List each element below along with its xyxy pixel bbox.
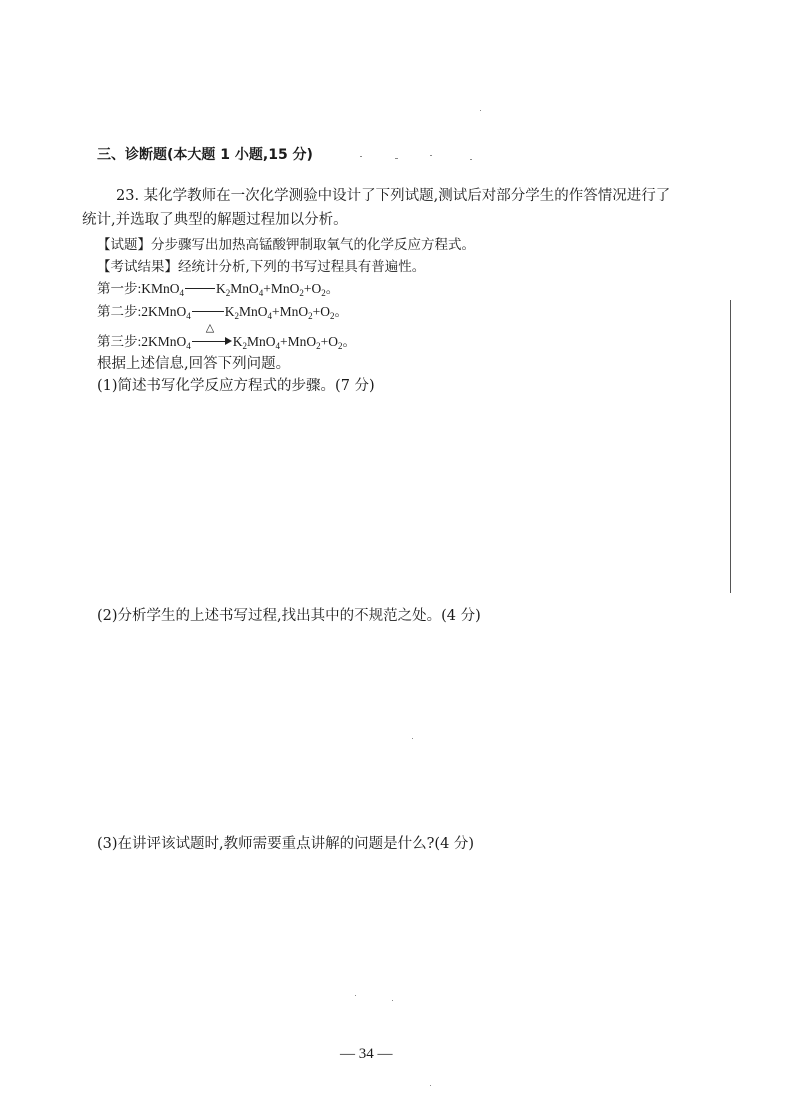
step-3-product-k-sub: 2 <box>242 341 248 351</box>
subquestion-1: (1)简述书写化学反应方程式的步骤。(7 分) <box>97 378 375 394</box>
step-2-label: 第二步: <box>97 304 142 319</box>
step-3-product-mno: MnO <box>247 334 276 349</box>
step-3-product-o-sub: 2 <box>338 341 343 351</box>
step-1-product-k: K <box>216 281 226 296</box>
step-1-product-o-sub: 2 <box>321 288 326 298</box>
step-1-product-k-sub: 2 <box>225 288 231 298</box>
scan-speck <box>412 738 413 739</box>
step-2-period: 。 <box>334 304 349 319</box>
subquestion-3: (3)在讲评该试题时,教师需要重点讲解的问题是什么?(4 分) <box>97 836 475 852</box>
scan-speck <box>430 155 432 156</box>
section-heading: 三、诊断题(本大题 1 小题,15 分) <box>97 147 313 163</box>
test-item-text: 【试题】分步骤写出加热高锰酸钾制取氧气的化学反应方程式。 <box>97 237 475 253</box>
step-1-label: 第一步: <box>97 281 142 296</box>
step-2-product-o-sub: 2 <box>330 311 335 321</box>
step-2-product-mno2-sub: 2 <box>308 311 313 321</box>
step-2-product-mno: MnO <box>239 304 268 319</box>
step-1-period: 。 <box>325 281 340 296</box>
step-2-product-k-sub: 2 <box>234 311 240 321</box>
step-2-equation <box>97 300 348 321</box>
scan-speck <box>360 156 362 157</box>
answer-prompt: 根据上述信息,回答下列问题。 <box>97 356 291 372</box>
step-1-product-mno2-sub: 2 <box>299 288 304 298</box>
step-1-product-mno: MnO <box>230 281 259 296</box>
step-3-product-o: +O <box>320 334 339 349</box>
step-3-label: 第三步: <box>97 334 142 349</box>
step-1-reactant: KMnO <box>141 281 180 296</box>
step-2-reactant: 2KMnO <box>141 304 187 319</box>
step-3-reactant-sub: 4 <box>186 341 191 351</box>
question-text-line-1: 23. 某化学教师在一次化学测验中设计了下列试题,测试后对部分学生的作答情况进行了 <box>116 188 671 204</box>
scan-speck <box>355 995 356 996</box>
step-3-period: 。 <box>342 334 357 349</box>
step-1-equation <box>97 277 339 298</box>
step-1-product-o: +O <box>303 281 322 296</box>
subquestion-2: (2)分析学生的上述书写过程,找出其中的不规范之处。(4 分) <box>97 608 481 624</box>
step-3-equation <box>97 321 357 351</box>
step-2-reactant-sub: 4 <box>186 311 191 321</box>
step-3-reactant: 2KMnO <box>141 334 187 349</box>
step-2-product-o: +O <box>312 304 331 319</box>
step-3-arrow <box>192 321 232 347</box>
step-2-dash <box>192 311 224 312</box>
scan-speck <box>430 1085 431 1086</box>
step-1-product-mno2: +MnO <box>263 281 300 296</box>
heat-condition-delta: △ <box>205 321 215 334</box>
step-2-product-mno-sub: 4 <box>267 311 273 321</box>
scan-speck <box>392 1000 393 1001</box>
step-3-product-k: K <box>232 334 243 349</box>
step-3-product-mno2-sub: 2 <box>316 341 321 351</box>
page-number: — 34 — <box>340 1046 393 1062</box>
step-1-dash <box>185 288 215 289</box>
scan-speck <box>480 110 481 111</box>
scan-margin-line <box>730 300 731 593</box>
step-2-product-k: K <box>224 304 235 319</box>
step-3-product-mno2: +MnO <box>280 334 317 349</box>
step-1-reactant-sub: 4 <box>179 288 185 298</box>
scan-speck <box>470 159 472 160</box>
step-2-product-mno2: +MnO <box>272 304 309 319</box>
step-1-product-mno-sub: 4 <box>258 288 264 298</box>
question-text-line-2: 统计,并选取了典型的解题过程加以分析。 <box>82 212 348 228</box>
exam-result-text: 【考试结果】经统计分析,下列的书写过程具有普遍性。 <box>97 259 426 275</box>
scan-speck <box>395 158 398 159</box>
step-3-product-mno-sub: 4 <box>275 341 281 351</box>
